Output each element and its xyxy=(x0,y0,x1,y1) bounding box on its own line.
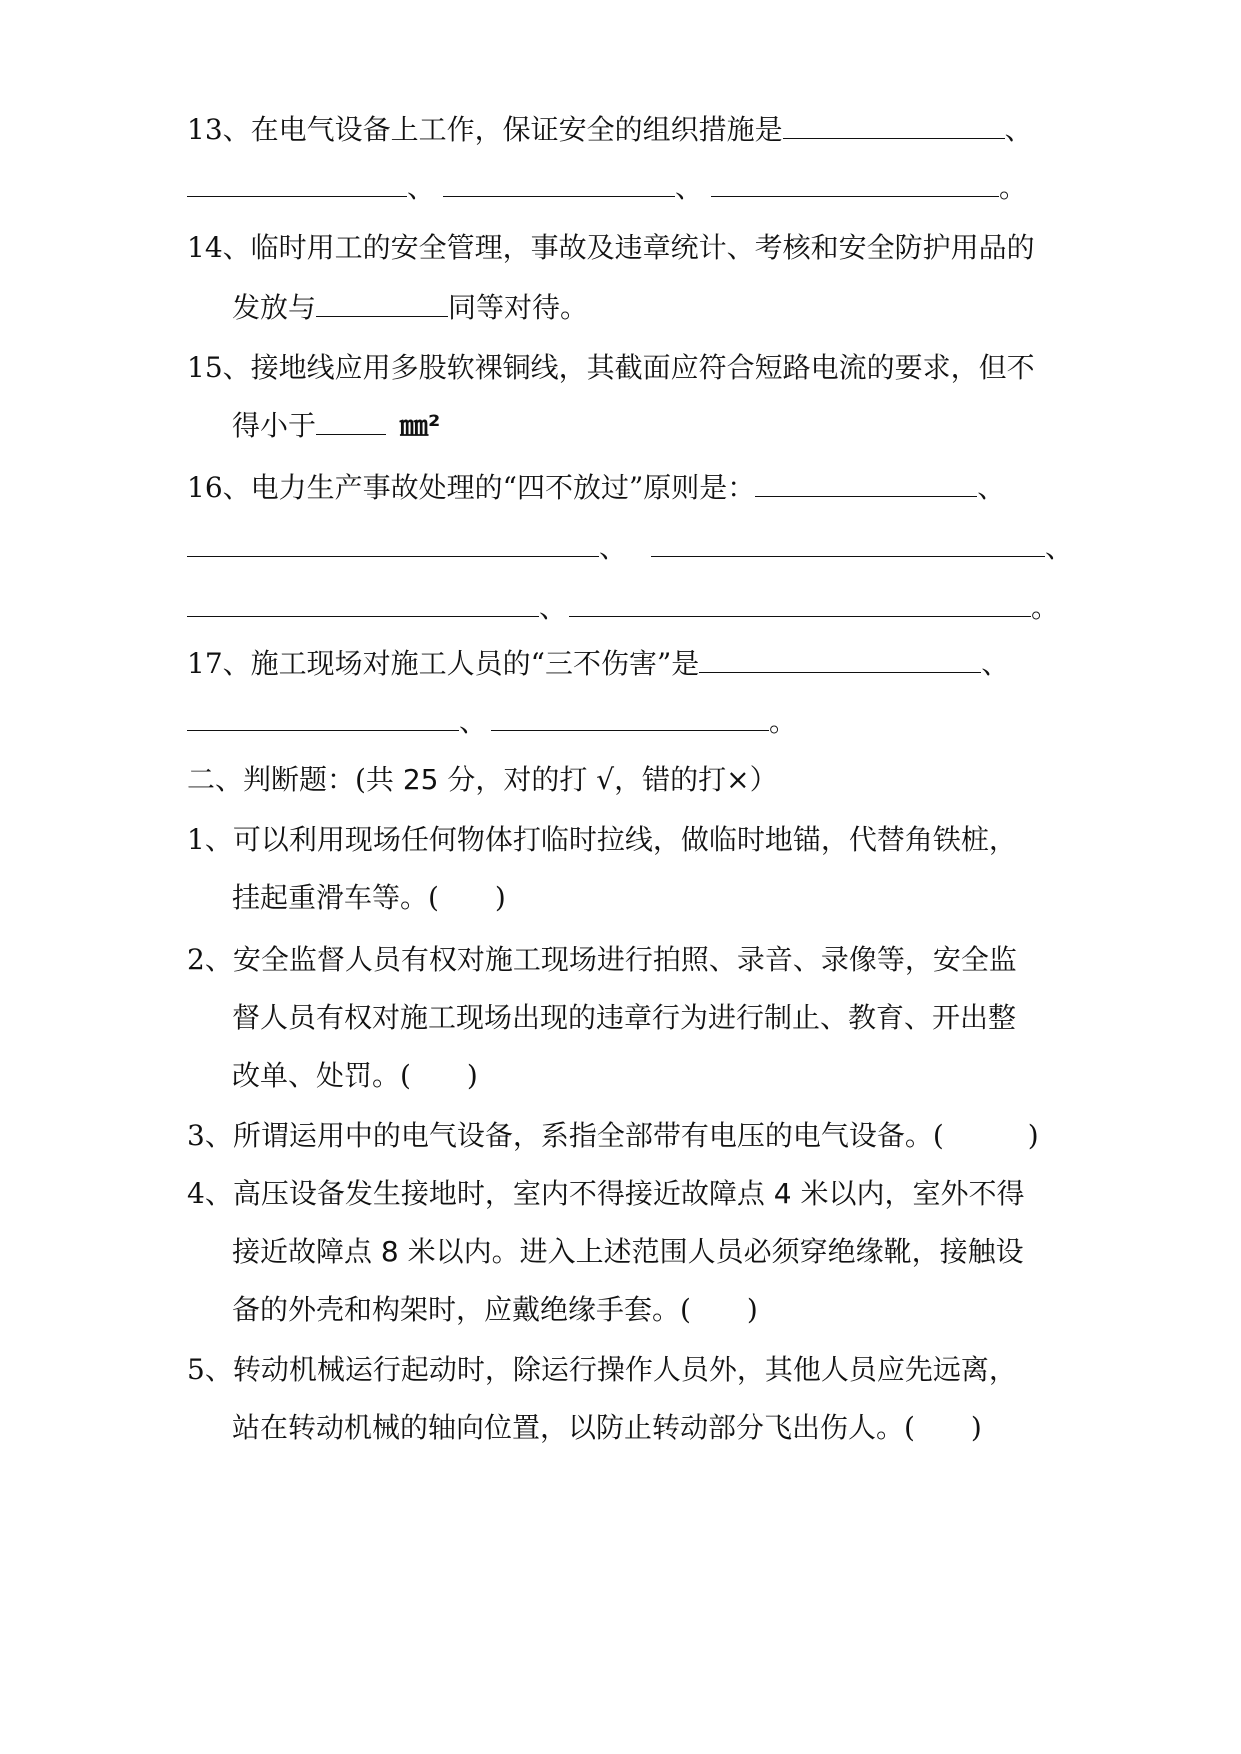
j4-text: 4、高压设备发生接地时，室内不得接近故障点 xyxy=(187,1177,774,1210)
q16-sep: 、 xyxy=(599,531,628,564)
section2-score: 25 xyxy=(402,763,439,796)
q17-line1 xyxy=(187,644,1009,684)
q13-end: 。 xyxy=(999,171,1028,204)
j5-line1: 5、转动机械运行起动时，除运行操作人员外，其他人员应先远离， xyxy=(187,1353,1017,1386)
q16-line1 xyxy=(187,468,1005,508)
j4-line2 xyxy=(232,1232,1024,1272)
q16-sep: 、 xyxy=(977,471,1006,504)
q13-label: 13、在电气设备上工作，保证安全的组织措施是 xyxy=(187,113,783,146)
q17-line2 xyxy=(187,702,797,742)
q13-blank-1[interactable] xyxy=(783,110,1005,139)
j4-line1 xyxy=(187,1174,1024,1214)
q16-sep: 、 xyxy=(1045,531,1074,564)
q16-blank-1[interactable] xyxy=(755,468,977,497)
q15-blank[interactable] xyxy=(316,406,386,435)
q15-line1: 15、接地线应用多股软裸铜线，其截面应符合短路电流的要求，但不 xyxy=(187,351,1035,384)
q13-blank-4[interactable] xyxy=(711,168,999,197)
q16-line3 xyxy=(187,588,1059,628)
q17-end: 。 xyxy=(769,705,798,738)
q15-unit: ㎜² xyxy=(400,409,441,442)
section2-heading-text: 分，对的打 √，错的打×） xyxy=(438,763,778,796)
j2-line2: 督人员有权对施工现场出现的违章行为进行制止、教育、开出整 xyxy=(232,1001,1017,1034)
q13-sep: 、 xyxy=(675,171,704,204)
q16-blank-5[interactable] xyxy=(569,588,1031,617)
q14-line2 xyxy=(232,288,588,328)
q16-blank-4[interactable] xyxy=(187,588,539,617)
q14-text: 同等对待。 xyxy=(448,291,589,324)
q16-label: 16、电力生产事故处理的“四不放过”原则是： xyxy=(187,471,756,504)
q17-blank-1[interactable] xyxy=(699,644,981,673)
q17-sep: 、 xyxy=(981,647,1010,680)
q13-blank-2[interactable] xyxy=(187,168,407,197)
q16-blank-3[interactable] xyxy=(651,528,1045,557)
q13-blank-3[interactable] xyxy=(443,168,675,197)
q15-line2 xyxy=(232,406,440,446)
q13-line1 xyxy=(187,110,1033,150)
q13-line2 xyxy=(187,168,1027,208)
q16-line2 xyxy=(187,528,1073,568)
q14-blank[interactable] xyxy=(316,288,448,317)
j4-number: 4 xyxy=(773,1177,792,1210)
j4-line3: 备的外壳和构架时，应戴绝缘手套。( ) xyxy=(232,1293,758,1326)
q13-sep: 、 xyxy=(1004,113,1033,146)
q13-sep: 、 xyxy=(407,171,436,204)
j4-number: 8 xyxy=(380,1235,399,1268)
q17-label: 17、施工现场对施工人员的“三不伤害”是 xyxy=(187,647,700,680)
q14-text: 发放与 xyxy=(232,291,317,324)
section2-heading-text: 二、判断题：(共 xyxy=(187,763,403,796)
section2-heading xyxy=(187,760,778,800)
j4-text: 米以内。进入上述范围人员必须穿绝缘靴，接触设 xyxy=(398,1235,1024,1268)
q14-line1: 14、临时用工的安全管理，事故及违章统计、考核和安全防护用品的 xyxy=(187,231,1035,264)
j3-line1: 3、所谓运用中的电气设备，系指全部带有电压的电气设备。( ) xyxy=(187,1119,1039,1152)
q17-sep: 、 xyxy=(459,705,488,738)
j4-text: 接近故障点 xyxy=(232,1235,381,1268)
q17-blank-3[interactable] xyxy=(491,702,769,731)
j5-line2: 站在转动机械的轴向位置，以防止转动部分飞出伤人。( ) xyxy=(232,1411,982,1444)
j2-line3: 改单、处罚。( ) xyxy=(232,1059,478,1092)
q16-sep: 、 xyxy=(539,591,568,624)
j1-line1: 1、可以利用现场任何物体打临时拉线，做临时地锚，代替角铁桩， xyxy=(187,823,1017,856)
q17-blank-2[interactable] xyxy=(187,702,459,731)
j2-line1: 2、安全监督人员有权对施工现场进行拍照、录音、录像等，安全监 xyxy=(187,943,1017,976)
j4-text: 米以内，室外不得 xyxy=(791,1177,1025,1210)
q16-end: 。 xyxy=(1031,591,1060,624)
j1-line2: 挂起重滑车等。( ) xyxy=(232,881,506,914)
q15-text: 得小于 xyxy=(232,409,317,442)
q16-blank-2[interactable] xyxy=(187,528,599,557)
